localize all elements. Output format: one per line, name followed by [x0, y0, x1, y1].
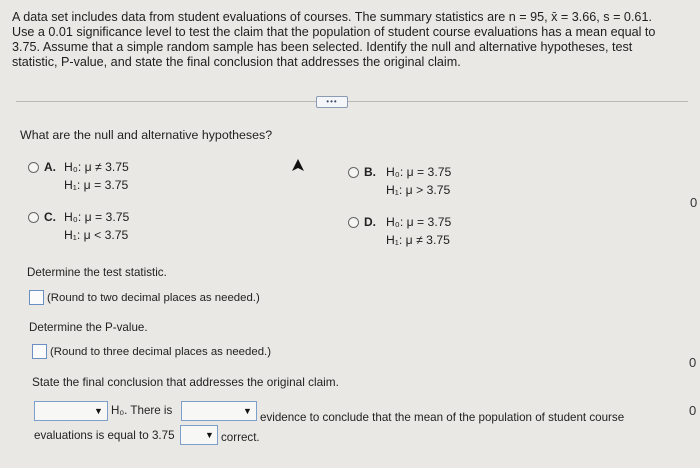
evidence-text: evidence to conclude that the mean of the population of student course — [260, 411, 625, 424]
option-d[interactable] — [348, 213, 488, 253]
conclusion-question: State the final conclusion that addresses the original claim. — [32, 375, 339, 389]
test-statistic-note: (Round to two decimal places as needed.) — [47, 292, 260, 304]
option-b-letter: B. — [364, 165, 376, 179]
option-a[interactable] — [28, 158, 168, 198]
option-d-letter: D. — [364, 215, 376, 229]
correct-dropdown-caret-icon: ▼ — [205, 430, 214, 440]
option-b-h0: H₀: μ = 3.75 — [386, 165, 452, 179]
option-d-h1: H₁: μ ≠ 3.75 — [386, 233, 450, 247]
option-b[interactable] — [348, 163, 488, 203]
option-c-h1: H₁: μ < 3.75 — [64, 228, 129, 242]
p-value-input[interactable] — [32, 344, 47, 359]
option-c[interactable] — [28, 208, 168, 248]
p-value-note: (Round to three decimal places as needed.) — [50, 346, 271, 358]
problem-statement: A data set includes data from student evaluations of courses. The summary statistics are n = 95, x̄ = 3.66, s = 0.61. Use a 0.01 significance level to test the claim that the population of student course evaluations has a mean equal to 3.75. Assume that a simple random sample has been selected. Identify the null and alternative hypotheses, test statistic, P-value, and state the final conclusion that addresses the original claim. — [12, 10, 656, 69]
test-statistic-question: Determine the test statistic. — [27, 266, 167, 279]
option-a-h0: H₀: μ ≠ 3.75 — [64, 160, 129, 174]
edge-mark: 0 — [689, 355, 697, 370]
hypotheses-question: What are the null and alternative hypotheses? — [20, 128, 273, 142]
h0-there-is-text: H₀. There is — [111, 404, 173, 417]
edge-mark: 0 — [689, 403, 697, 418]
test-statistic-input[interactable] — [29, 290, 44, 305]
option-c-radio[interactable] — [28, 212, 39, 223]
mouse-cursor-icon — [292, 159, 304, 173]
section-divider — [16, 101, 688, 102]
option-a-letter: A. — [44, 160, 56, 174]
more-button[interactable]: ••• — [316, 96, 348, 108]
option-b-h1: H₁: μ > 3.75 — [386, 183, 451, 197]
edge-mark: 0 — [690, 195, 698, 210]
evidence-dropdown-caret-icon: ▼ — [243, 406, 252, 416]
option-d-radio[interactable] — [348, 217, 359, 228]
option-a-h1: H₁: μ = 3.75 — [64, 178, 129, 192]
option-c-letter: C. — [44, 210, 56, 224]
correct-text: correct. — [221, 431, 260, 444]
option-c-h0: H₀: μ = 3.75 — [64, 210, 130, 224]
option-d-h0: H₀: μ = 3.75 — [386, 215, 452, 229]
reject-dropdown-caret-icon: ▼ — [94, 406, 103, 416]
option-a-radio[interactable] — [28, 162, 39, 173]
evaluations-text: evaluations is equal to 3.75 — [34, 429, 175, 442]
p-value-question: Determine the P-value. — [29, 321, 148, 334]
option-b-radio[interactable] — [348, 167, 359, 178]
